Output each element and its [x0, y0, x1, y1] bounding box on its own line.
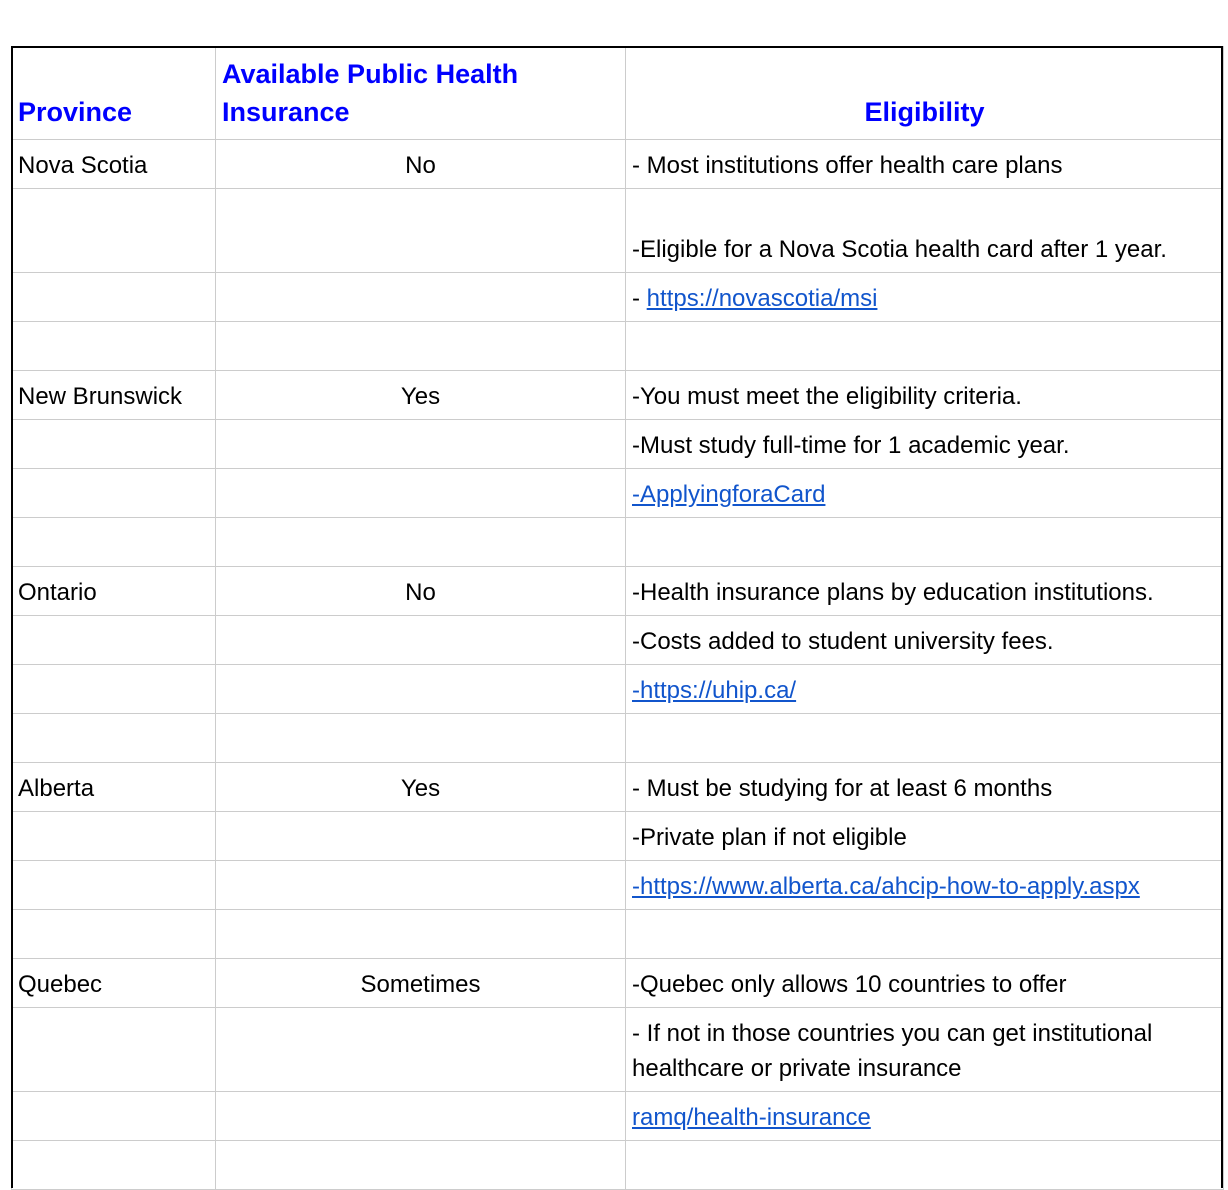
- insurance-cell[interactable]: [216, 273, 626, 322]
- insurance-cell[interactable]: [216, 322, 626, 371]
- eligibility-cell[interactable]: [626, 420, 1224, 469]
- table-border-top: [11, 46, 1223, 48]
- province-cell[interactable]: [12, 420, 216, 469]
- table-row: [12, 567, 1224, 616]
- eligibility-cell[interactable]: [626, 189, 1224, 273]
- table-row: [12, 665, 1224, 714]
- table-row: [12, 518, 1224, 567]
- insurance-cell[interactable]: [216, 665, 626, 714]
- province-cell[interactable]: [12, 714, 216, 763]
- eligibility-cell[interactable]: [626, 1141, 1224, 1190]
- table-row: [12, 714, 1224, 763]
- table-row: [12, 910, 1224, 959]
- insurance-cell[interactable]: [216, 1141, 626, 1190]
- health-insurance-table: [11, 46, 1224, 1190]
- province-cell[interactable]: [12, 518, 216, 567]
- eligibility-cell[interactable]: [626, 1092, 1224, 1141]
- table-row: [12, 763, 1224, 812]
- province-cell[interactable]: [12, 861, 216, 910]
- province-cell[interactable]: Quebec: [12, 959, 216, 1008]
- eligibility-cell[interactable]: [626, 567, 1224, 616]
- eligibility-link[interactable]: -https://uhip.ca/: [632, 677, 797, 704]
- insurance-cell[interactable]: [216, 1008, 626, 1092]
- header-eligibility[interactable]: Eligibility: [626, 47, 1224, 140]
- eligibility-cell[interactable]: [626, 140, 1224, 189]
- province-cell[interactable]: Alberta: [12, 763, 216, 812]
- eligibility-text: -You must meet the eligibility criteria.: [632, 383, 1022, 410]
- eligibility-text: - Must be studying for at least 6 months: [632, 775, 1053, 802]
- header-row: [12, 47, 1224, 140]
- province-cell[interactable]: [12, 189, 216, 273]
- insurance-cell[interactable]: [216, 469, 626, 518]
- eligibility-cell[interactable]: [626, 910, 1224, 959]
- eligibility-text: - If not in those countries you can get institutional healthcare or private insurance: [632, 1020, 1153, 1082]
- insurance-cell[interactable]: [216, 420, 626, 469]
- province-cell[interactable]: [12, 322, 216, 371]
- eligibility-cell[interactable]: [626, 371, 1224, 420]
- insurance-cell[interactable]: [216, 189, 626, 273]
- eligibility-cell[interactable]: [626, 665, 1224, 714]
- table-row: [12, 371, 1224, 420]
- province-cell[interactable]: [12, 616, 216, 665]
- eligibility-cell[interactable]: [626, 714, 1224, 763]
- eligibility-cell[interactable]: [626, 616, 1224, 665]
- insurance-cell[interactable]: [216, 616, 626, 665]
- eligibility-cell[interactable]: [626, 273, 1224, 322]
- province-cell[interactable]: Ontario: [12, 567, 216, 616]
- province-cell[interactable]: [12, 910, 216, 959]
- insurance-cell[interactable]: [216, 910, 626, 959]
- table-row: [12, 861, 1224, 910]
- eligibility-text: -Private plan if not eligible: [632, 824, 907, 851]
- eligibility-link[interactable]: ramq/health-insurance: [632, 1104, 871, 1131]
- table-row: [12, 322, 1224, 371]
- table-border-right: [1221, 46, 1223, 1188]
- insurance-cell[interactable]: No: [216, 567, 626, 616]
- insurance-cell[interactable]: Yes: [216, 763, 626, 812]
- table-row: [12, 140, 1224, 189]
- table-body: [12, 140, 1224, 1190]
- eligibility-cell[interactable]: [626, 469, 1224, 518]
- insurance-cell[interactable]: [216, 714, 626, 763]
- eligibility-text: -Must study full-time for 1 academic year.: [632, 432, 1070, 459]
- table-row: [12, 273, 1224, 322]
- eligibility-cell[interactable]: [626, 763, 1224, 812]
- eligibility-cell[interactable]: [626, 518, 1224, 567]
- eligibility-text: -Quebec only allows 10 countries to offer: [632, 971, 1067, 998]
- insurance-cell[interactable]: [216, 518, 626, 567]
- province-cell[interactable]: [12, 1008, 216, 1092]
- header-province[interactable]: Province: [12, 47, 216, 140]
- province-cell[interactable]: [12, 1092, 216, 1141]
- eligibility-cell[interactable]: [626, 1008, 1224, 1092]
- table-row: [12, 1008, 1224, 1092]
- province-cell[interactable]: New Brunswick: [12, 371, 216, 420]
- eligibility-cell[interactable]: [626, 959, 1224, 1008]
- eligibility-link[interactable]: -ApplyingforaCard: [632, 481, 826, 508]
- insurance-cell[interactable]: [216, 812, 626, 861]
- province-cell[interactable]: [12, 812, 216, 861]
- province-cell[interactable]: [12, 1141, 216, 1190]
- header-insurance[interactable]: Available Public Health Insurance: [216, 47, 626, 140]
- eligibility-text: -Eligible for a Nova Scotia health card after 1 year.: [632, 236, 1167, 263]
- eligibility-text: -Health insurance plans by education institutions.: [632, 579, 1154, 606]
- eligibility-cell[interactable]: [626, 322, 1224, 371]
- eligibility-prefix: -: [632, 285, 647, 312]
- table-border-left: [11, 46, 13, 1188]
- province-cell[interactable]: [12, 273, 216, 322]
- table-row: [12, 1092, 1224, 1141]
- eligibility-text: - Most institutions offer health care plans: [632, 152, 1063, 179]
- table-row: [12, 189, 1224, 273]
- eligibility-link[interactable]: -https://www.alberta.ca/ahcip-how-to-apply.aspx: [632, 873, 1140, 900]
- table-row: [12, 616, 1224, 665]
- eligibility-link[interactable]: https://novascotia/msi: [646, 285, 878, 312]
- table-row: [12, 1141, 1224, 1190]
- table-row: [12, 959, 1224, 1008]
- table-row: [12, 469, 1224, 518]
- insurance-cell[interactable]: [216, 861, 626, 910]
- eligibility-cell[interactable]: [626, 812, 1224, 861]
- province-cell[interactable]: Nova Scotia: [12, 140, 216, 189]
- eligibility-cell[interactable]: [626, 861, 1224, 910]
- province-cell[interactable]: [12, 469, 216, 518]
- insurance-cell[interactable]: [216, 1092, 626, 1141]
- province-cell[interactable]: [12, 665, 216, 714]
- table-row: [12, 420, 1224, 469]
- table-row: [12, 812, 1224, 861]
- eligibility-text: -Costs added to student university fees.: [632, 628, 1054, 655]
- insurance-cell[interactable]: Sometimes: [216, 959, 626, 1008]
- spreadsheet: [11, 46, 1223, 1190]
- insurance-cell[interactable]: No: [216, 140, 626, 189]
- insurance-cell[interactable]: Yes: [216, 371, 626, 420]
